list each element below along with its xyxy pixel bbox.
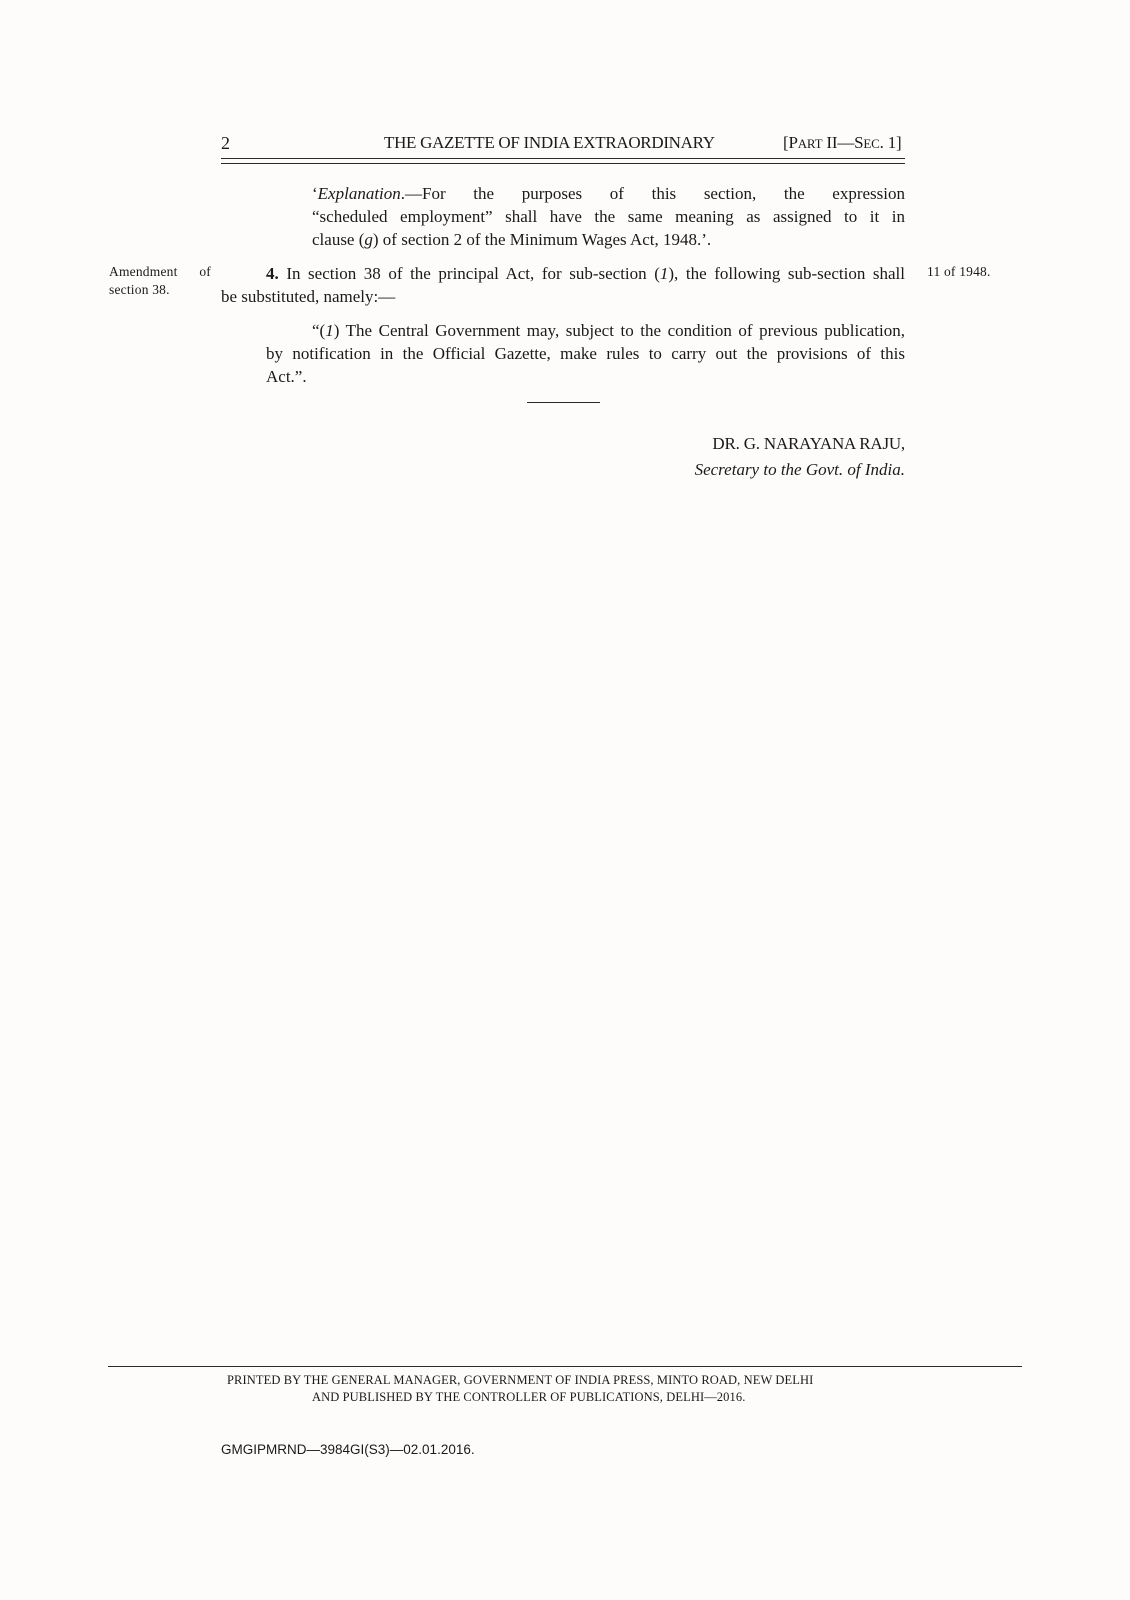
substituted-subsection (266, 319, 905, 388)
margin-note-act-reference: 11 of 1948. (927, 264, 991, 279)
section-number: 4. (266, 264, 279, 283)
page-number: 2 (221, 133, 230, 153)
signatory-title: Secretary to the Govt. of India. (694, 460, 905, 479)
signatory-name: DR. G. NARAYANA RAJU, (712, 434, 905, 453)
quote-line-1 (266, 319, 905, 342)
quote-line-2: by notification in the Official Gazette, make rules to carry out the provisions of this (266, 344, 905, 363)
quote-line-1-text: ) The Central Government may, subject to the condition of previous publication, (333, 321, 905, 340)
printer-line: PRINTED BY THE GENERAL MANAGER, GOVERNMENT OF INDIA PRESS, MINTO ROAD, NEW DELHI (227, 1373, 814, 1387)
explanation-line-1-text: .—For the purposes of this section, the expression (400, 184, 905, 203)
clause-letter: g (364, 230, 373, 249)
part-close: . 1] (879, 133, 902, 152)
part-open: [P (783, 133, 798, 152)
section-4-line-1-pre: In section 38 of the principal Act, for sub-section ( (278, 264, 660, 283)
quote-line-3: Act.”. (266, 367, 307, 386)
sec-small-caps: EC (863, 136, 880, 151)
gazette-title: THE GAZETTE OF INDIA EXTRAORDINARY (384, 133, 715, 152)
margin-note-line-2: section 38. (109, 282, 170, 297)
explanation-label: Explanation (317, 184, 401, 203)
explanation-line-2: “scheduled employment” shall have the same meaning as assigned to it in (312, 207, 905, 226)
header-rule-top (221, 158, 905, 159)
explanation-line-3-pre: clause ( (312, 230, 365, 249)
explanation-quote-open: ‘ (312, 184, 318, 203)
sub-section-number: 1 (659, 264, 669, 283)
footer-rule (108, 1366, 1022, 1367)
section-4-line-1-post: ), the following sub-section shall (668, 264, 905, 283)
header-rule-bottom (221, 163, 905, 164)
explanation-line-3 (312, 228, 905, 251)
quote-sub-number: 1 (325, 321, 334, 340)
explanation-paragraph (312, 182, 905, 251)
publisher-line: AND PUBLISHED BY THE CONTROLLER OF PUBLICATIONS, DELHI—2016. (312, 1390, 746, 1404)
quote-open: “( (312, 321, 326, 340)
part-small-caps: ART (797, 136, 823, 151)
part-section-label (783, 133, 901, 153)
section-divider (527, 402, 600, 403)
part-mid: II—S (822, 133, 864, 152)
section-4-paragraph (221, 262, 905, 308)
explanation-line-1 (312, 182, 905, 205)
margin-note-line-1: Amendment of (109, 264, 211, 279)
section-4-line-2: be substituted, namely:— (221, 287, 396, 306)
print-code: GMGIPMRND—3984GI(S3)—02.01.2016. (221, 1442, 475, 1457)
section-4-line-1 (221, 262, 905, 285)
margin-note-amendment (109, 263, 211, 299)
explanation-line-3-post: ) of section 2 of the Minimum Wages Act, 1948.’. (372, 230, 712, 249)
